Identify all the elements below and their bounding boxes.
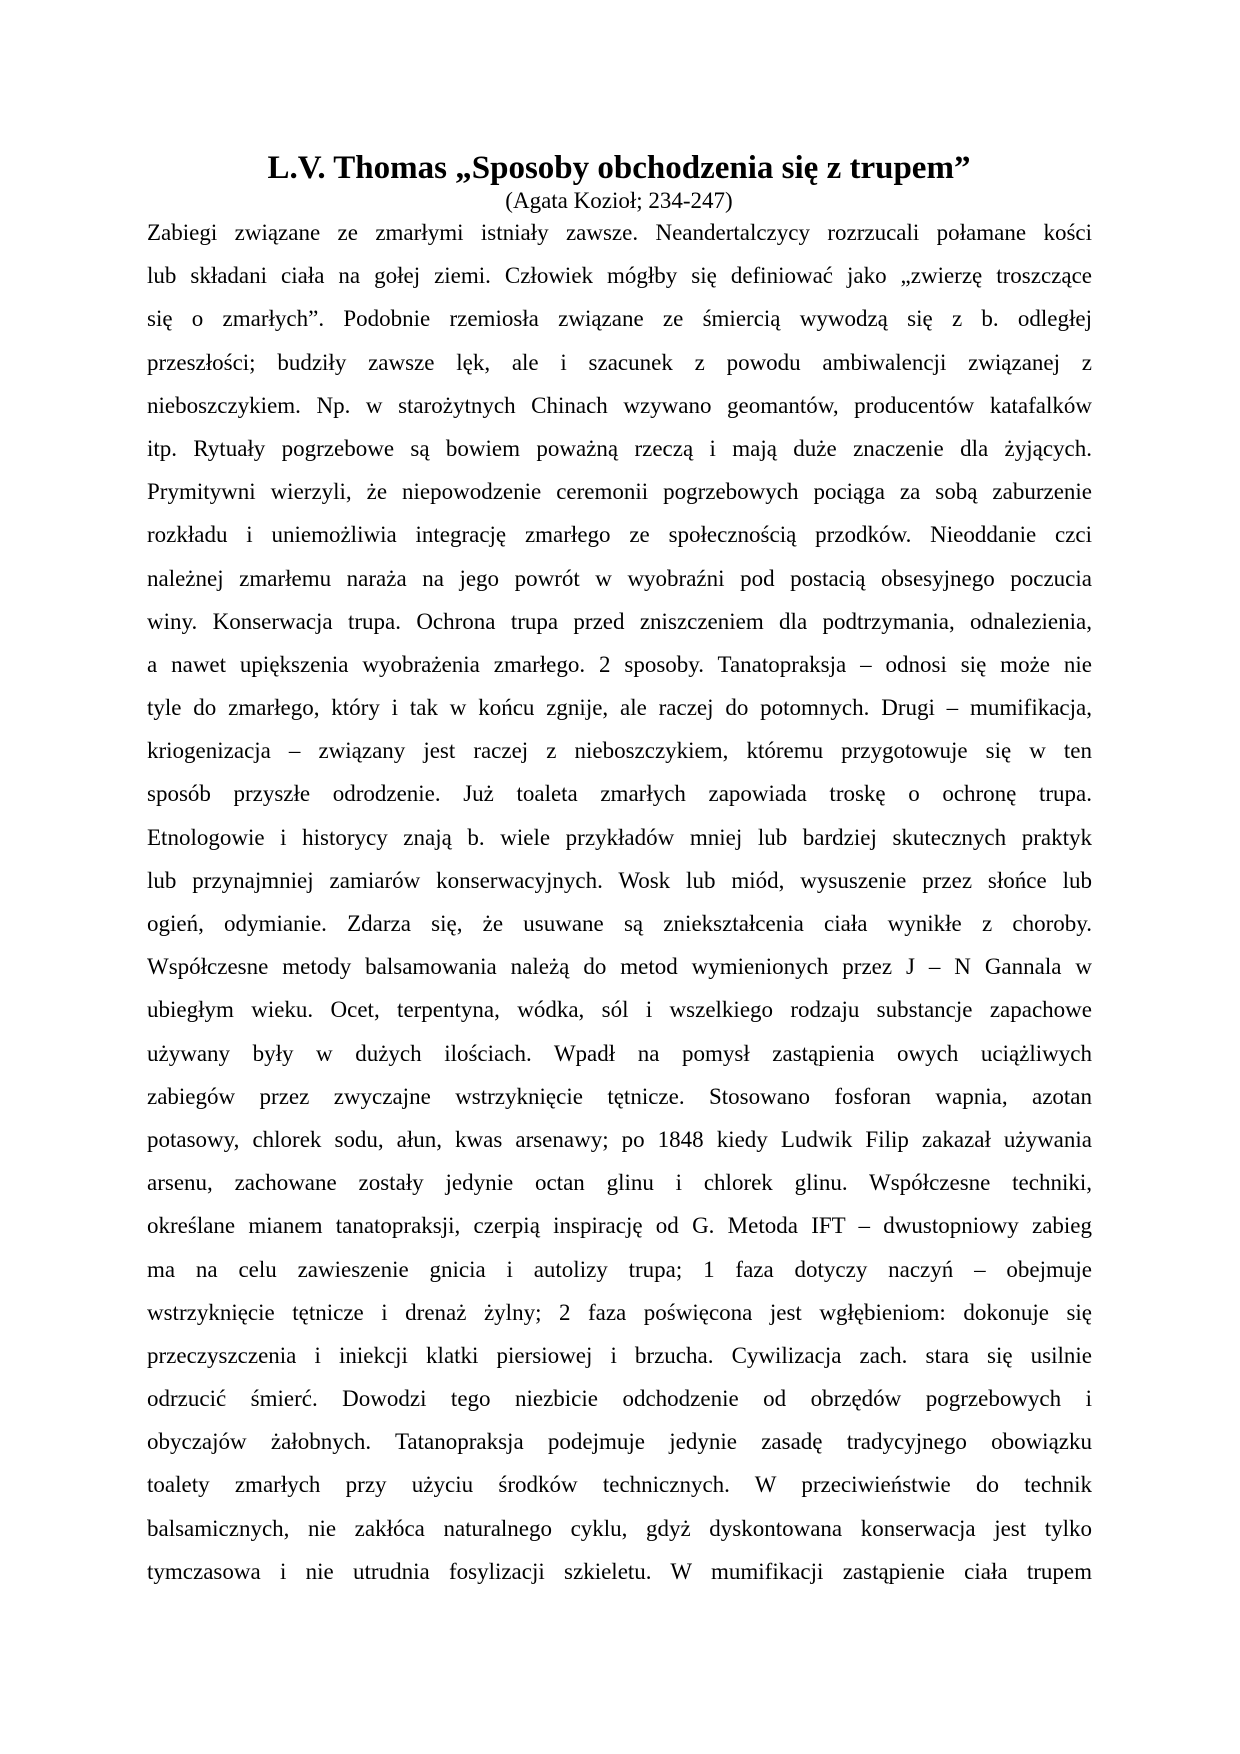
body-line: Współczesne metody balsamowania należą do metod wymienionych przez J – N Gannala w: [147, 954, 1092, 980]
body-line: przeszłości; budziły zawsze lęk, ale i szacunek z powodu ambiwalencji związanej z: [147, 349, 1092, 375]
body-line: zabiegów przez zwyczajne wstrzyknięcie tętnicze. Stosowano fosforan wapnia, azotan: [147, 1083, 1092, 1109]
body-line: arsenu, zachowane zostały jedynie octan glinu i chlorek glinu. Współczesne techniki,: [147, 1170, 1092, 1196]
body-line: potasowy, chlorek sodu, ałun, kwas arsenawy; po 1848 kiedy Ludwik Filip zakazał używania: [147, 1126, 1092, 1152]
body-line: nieboszczykiem. Np. w starożytnych Chinach wzywano geomantów, producentów katafalków: [147, 392, 1092, 418]
body-line: lub składani ciała na gołej ziemi. Człowiek mógłby się definiować jako „zwierzę troszczące: [147, 263, 1092, 289]
body-line: ogień, odymianie. Zdarza się, że usuwane są zniekształcenia ciała wynikłe z choroby.: [147, 911, 1092, 936]
body-line: itp. Rytuały pogrzebowe są bowiem poważną rzeczą i mają duże znaczenie dla żyjących.: [147, 435, 1092, 461]
document-title: L.V. Thomas „Sposoby obchodzenia się z trupem”: [267, 150, 971, 186]
body-line: winy. Konserwacja trupa. Ochrona trupa przed zniszczeniem dla podtrzymania, odnalezienia,: [147, 608, 1092, 634]
body-line: Prymitywni wierzyli, że niepowodzenie ceremonii pogrzebowych pociąga za sobą zaburzenie: [147, 479, 1092, 505]
body-line: ma na celu zawieszenie gnicia i autolizy trupa; 1 faza dotyczy naczyń – obejmuje: [147, 1256, 1092, 1282]
document-author-pages: (Agata Kozioł; 234-247): [505, 188, 733, 213]
body-line: Etnologowie i historycy znają b. wiele przykładów mniej lub bardziej skutecznych praktyk: [147, 824, 1092, 850]
body-line: a nawet upiększenia wyobrażenia zmarłego. 2 sposoby. Tanatopraksja – odnosi się może nie: [147, 651, 1092, 677]
body-line: sposób przyszłe odrodzenie. Już toaleta zmarłych zapowiada troskę o ochronę trupa.: [147, 781, 1092, 807]
body-line: tyle do zmarłego, który i tak w końcu zgnije, ale raczej do potomnych. Drugi – mumifikacja,: [147, 695, 1092, 721]
body-line: Zabiegi związane ze zmarłymi istniały zawsze. Neandertalczycy rozrzucali połamane kości: [147, 220, 1092, 245]
body-line: przeczyszczenia i iniekcji klatki piersiowej i brzucha. Cywilizacja zach. stara się usilnie: [147, 1342, 1092, 1368]
body-line: rozkładu i uniemożliwia integrację zmarłego ze społecznością przodków. Nieoddanie czci: [147, 522, 1092, 548]
body-line: się o zmarłych”. Podobnie rzemiosła związane ze śmiercią wywodzą się z b. odległej: [147, 306, 1092, 332]
body-line: tymczasowa i nie utrudnia fosylizacji szkieletu. W mumifikacji zastąpienie ciała trupem: [147, 1558, 1092, 1584]
body-line: kriogenizacja – związany jest raczej z nieboszczykiem, któremu przygotowuje się w ten: [147, 738, 1092, 764]
body-line: należnej zmarłemu naraża na jego powrót w wyobraźni pod postacią obsesyjnego poczucia: [147, 565, 1092, 591]
body-line: używany były w dużych ilościach. Wpadł na pomysł zastąpienia owych uciążliwych: [147, 1040, 1092, 1066]
body-line: wstrzyknięcie tętnicze i drenaż żylny; 2 faza poświęcona jest wgłębieniom: dokonuje się: [147, 1299, 1092, 1325]
body-line: określane mianem tanatopraksji, czerpią inspirację od G. Metoda IFT – dwustopniowy zabieg: [147, 1213, 1092, 1239]
body-line: balsamicznych, nie zakłóca naturalnego cyklu, gdyż dyskontowana konserwacja jest tylko: [147, 1515, 1092, 1541]
body-line: obyczajów żałobnych. Tatanopraksja podejmuje jedynie zasadę tradycyjnego obowiązku: [147, 1429, 1092, 1455]
body-line: toalety zmarłych przy użyciu środków technicznych. W przeciwieństwie do technik: [147, 1472, 1092, 1498]
document-body: [147, 211, 1092, 1593]
body-line: ubiegłym wieku. Ocet, terpentyna, wódka, sól i wszelkiego rodzaju substancje zapachowe: [147, 997, 1092, 1023]
body-line: lub przynajmniej zamiarów konserwacyjnych. Wosk lub miód, wysuszenie przez słońce lub: [147, 867, 1092, 893]
body-line: odrzucić śmierć. Dowodzi tego niezbicie odchodzenie od obrzędów pogrzebowych i: [147, 1386, 1092, 1412]
